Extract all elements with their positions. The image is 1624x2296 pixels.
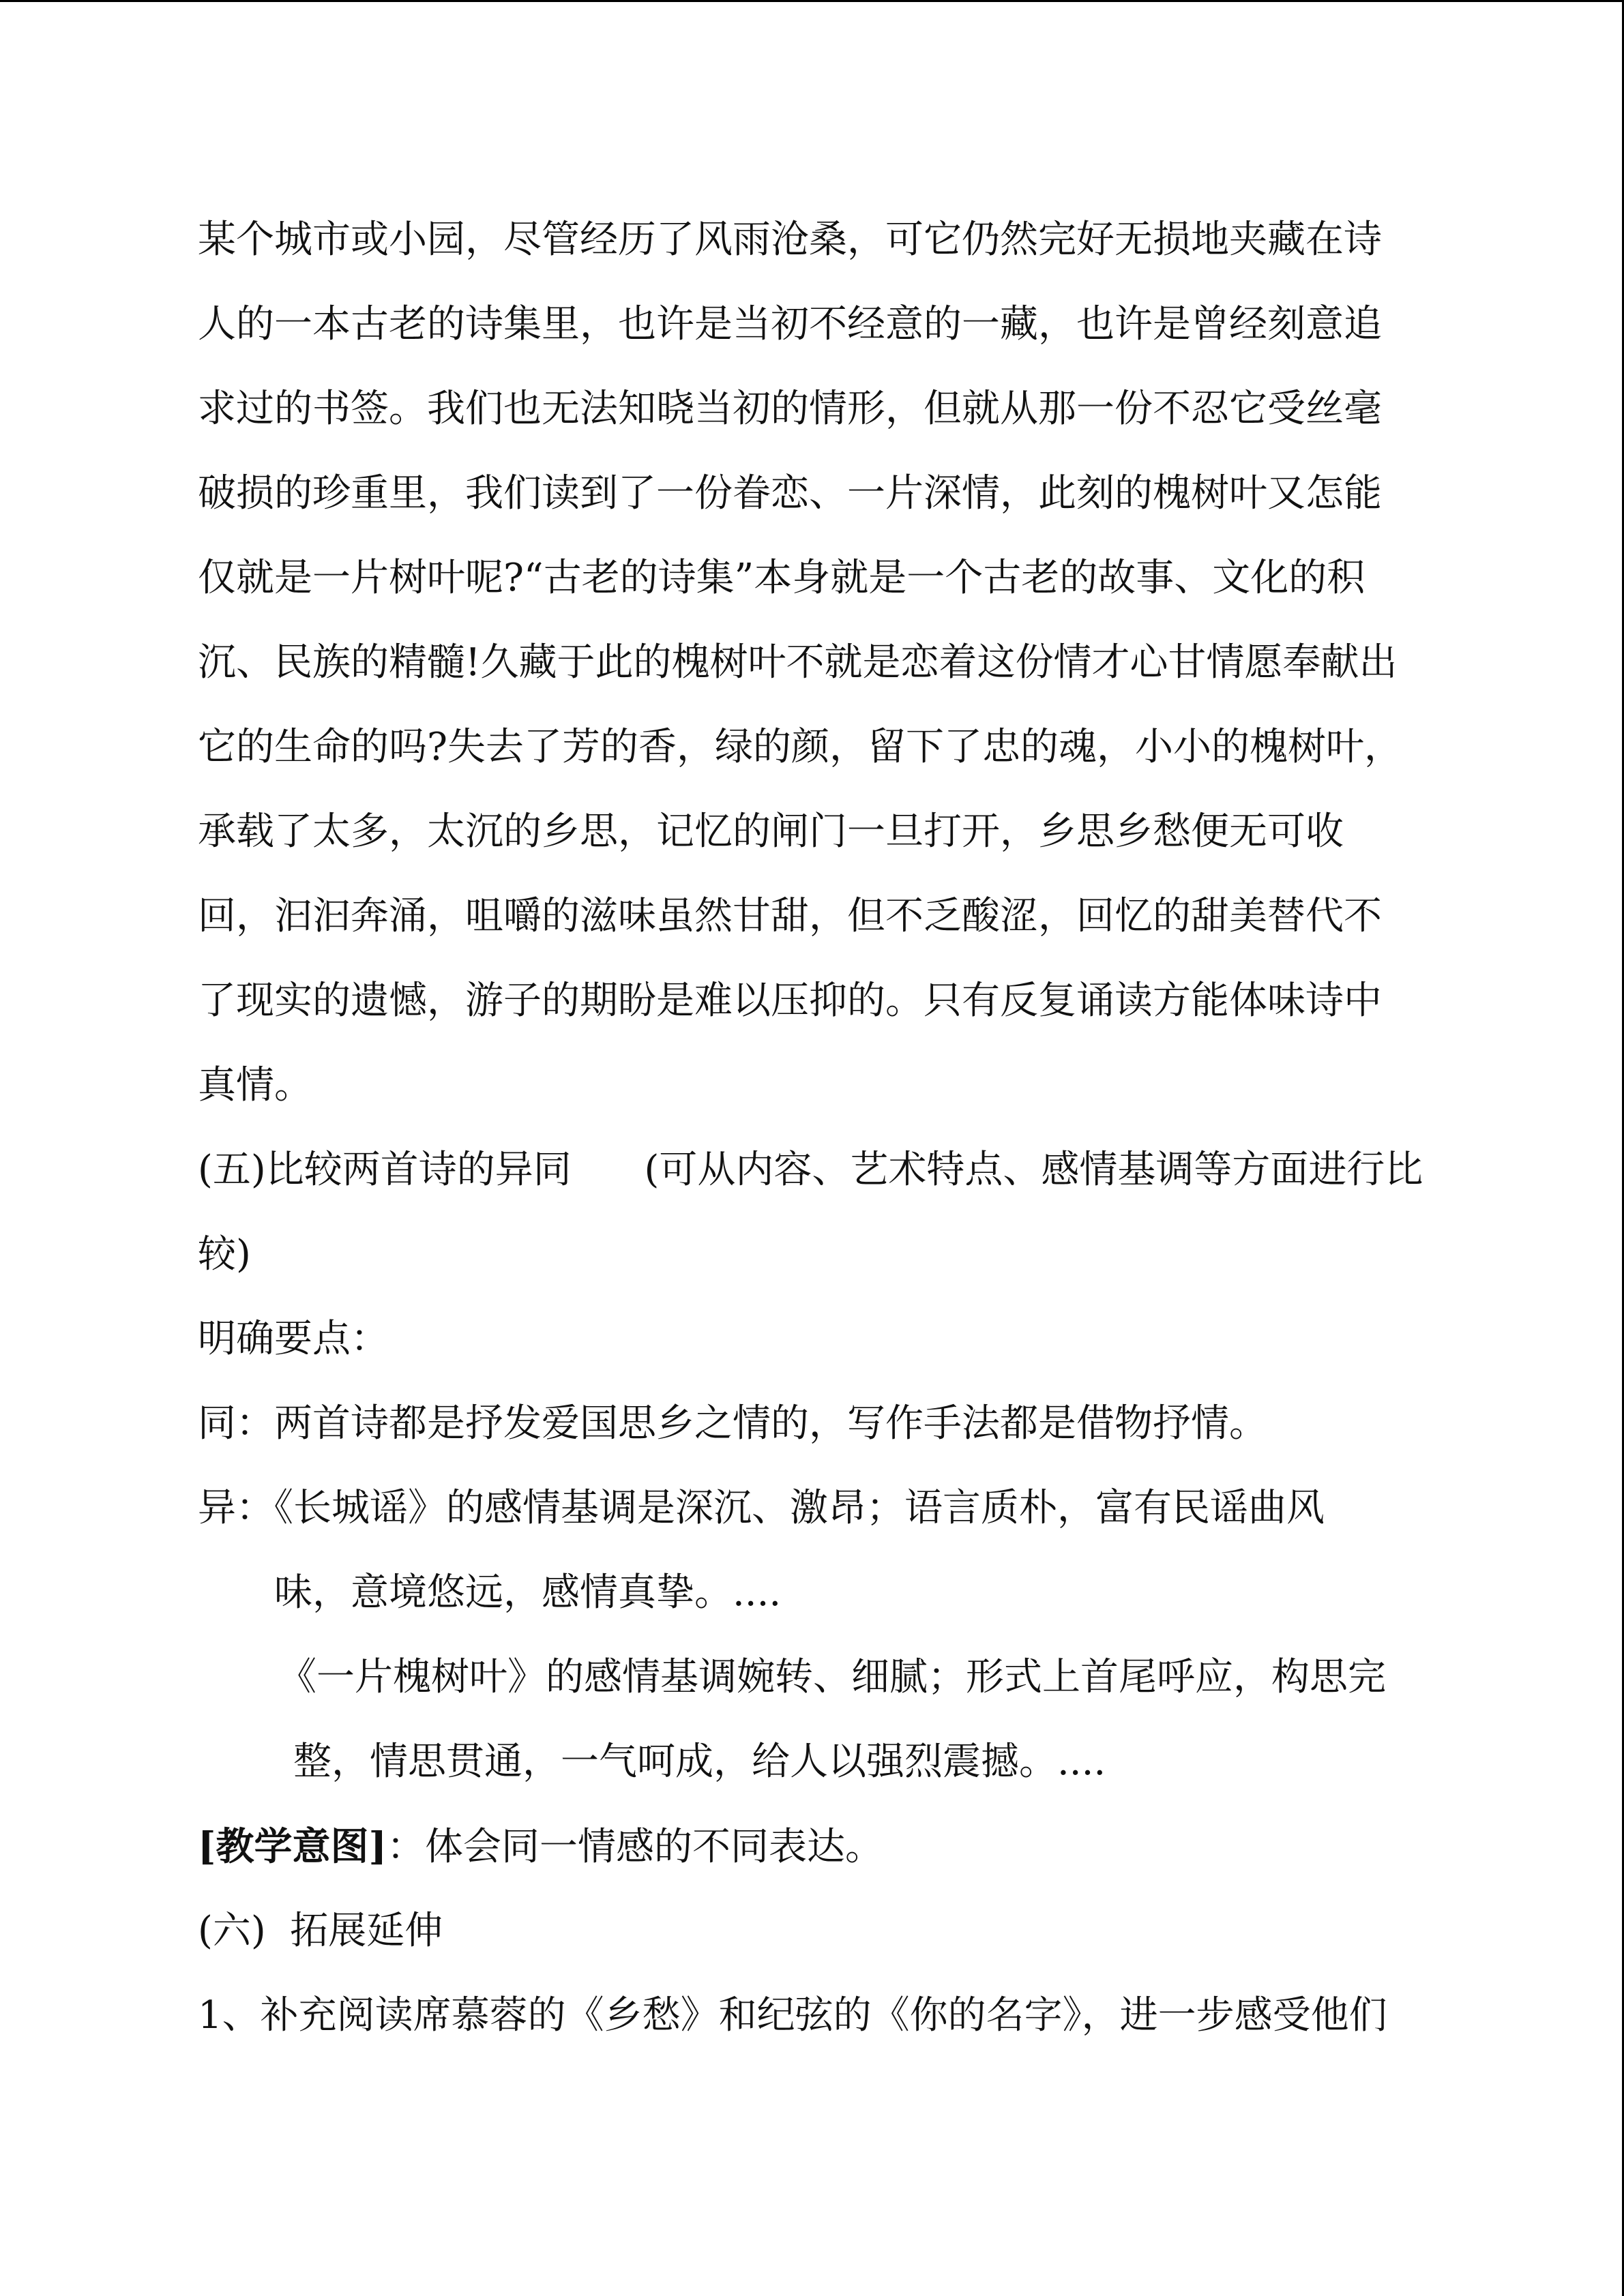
document-body — [198, 198, 1423, 2058]
clarify-label: 明确要点： — [198, 1317, 389, 1361]
section5-heading: (五)比较两首诗的异同 (可从内容、艺术特点、感情基调等方面进行比 — [198, 1148, 1423, 1192]
section6-heading: (六) 拓展延伸 — [198, 1909, 443, 1953]
paragraph-line-7: 它的生命的吗?失去了芳的香，绿的颜，留下了忠的魂，小小的槐树叶， — [198, 725, 1403, 769]
teaching-intent-label: [教学意图] — [198, 1824, 387, 1869]
paragraph-line-5: 仅就是一片树叶呢?“古老的诗集”本身就是一个古老的故事、文化的积 — [198, 556, 1365, 600]
paragraph-line-8: 承载了太多，太沉的乡思，记忆的闸门一旦打开，乡思乡愁便无可收 — [198, 809, 1344, 854]
paragraph-line-6: 沉、民族的精髓!久藏于此的槐树叶不就是恋着这份情才心甘情愿奉献出 — [198, 640, 1398, 685]
similarity-text: 同：两首诗都是抒发爱国思乡之情的，写作手法都是借物抒情。 — [198, 1401, 1267, 1446]
paragraph-line-3: 求过的书签。我们也无法知晓当初的情形，但就从那一份不忍它受丝毫 — [198, 387, 1382, 431]
paragraph-line-4: 破损的珍重里，我们读到了一份眷恋、一片深情，此刻的槐树叶又怎能 — [198, 471, 1382, 516]
section5-heading-cont: 较) — [198, 1232, 251, 1277]
paragraph-line-9: 回，汩汩奔涌，咀嚼的滋味虽然甘甜，但不乏酸涩，回忆的甜美替代不 — [198, 894, 1382, 938]
page-top-border — [0, 0, 1624, 2]
section6-item-1: 1、补充阅读席慕蓉的《乡愁》和纪弦的《你的名字》，进一步感受他们 — [198, 1993, 1387, 2038]
difference-text-2: 味，意境悠远，感情真挚。.... — [274, 1570, 782, 1615]
difference-text-4: 整，情思贯通，一气呵成，给人以强烈震撼。.... — [293, 1740, 1106, 1784]
difference-text-3: 《一片槐树叶》的感情基调婉转、细腻；形式上首尾呼应，构思完 — [278, 1655, 1386, 1699]
paragraph-line-10: 了现实的遗憾，游子的期盼是难以压抑的。只有反复诵读方能体味诗中 — [198, 979, 1382, 1023]
paragraph-line-11: 真情。 — [198, 1063, 312, 1107]
teaching-intent — [198, 1804, 1419, 1889]
difference-text-1: 异：《长城谣》的感情基调是深沉、激昂；语言质朴，富有民谣曲风 — [198, 1486, 1325, 1530]
teaching-intent-text: ：体会同一情感的不同表达。 — [387, 1825, 883, 1869]
paragraph-line-1: 某个城市或小园，尽管经历了风雨沧桑，可它仍然完好无损地夹藏在诗 — [198, 218, 1382, 262]
paragraph-line-2: 人的一本古老的诗集里，也许是当初不经意的一藏，也许是曾经刻意追 — [198, 302, 1382, 346]
